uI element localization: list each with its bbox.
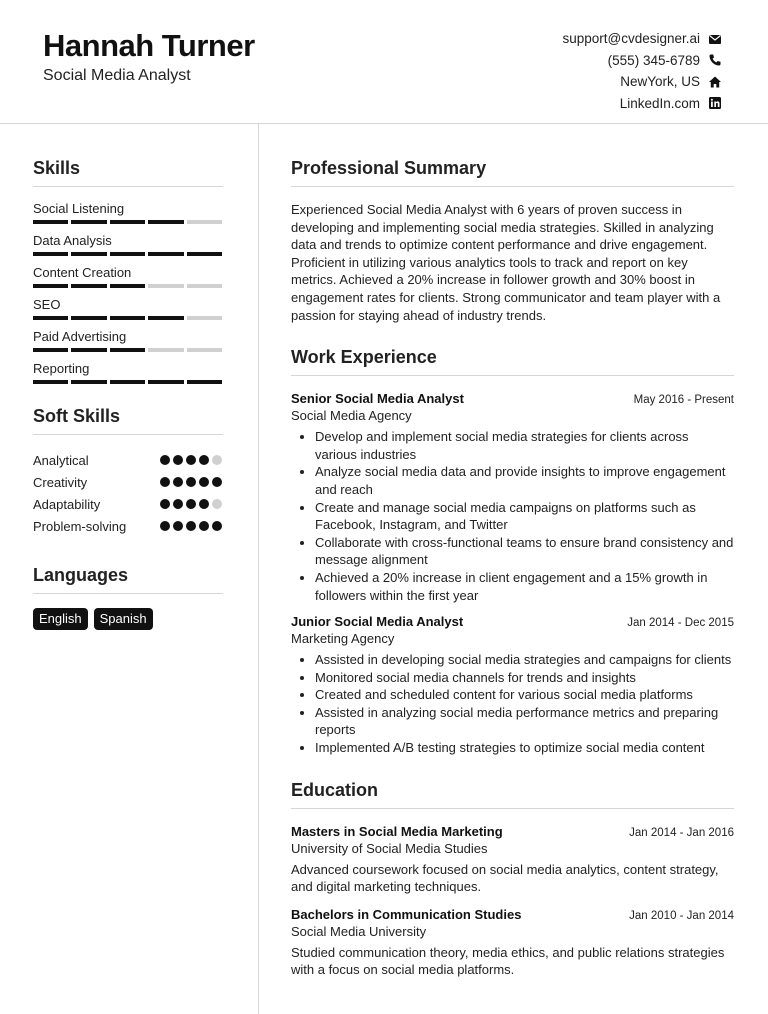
education-degree: Masters in Social Media Marketing <box>291 823 503 839</box>
rating-dot <box>186 477 196 487</box>
contact-phone-text[interactable]: (555) 345-6789 <box>607 52 700 68</box>
skill-level-segment <box>71 220 106 224</box>
summary-text: Experienced Social Media Analyst with 6 years of proven success in developing and implementing social media strategies. Skilled in analyzing data and trends to optimize content performance and drive engagement. Proficient in utilizing various analytics tools to track and report on key metrics. Achieved a 20% increase in follower growth and 30% boost in engagement rates for clients. Strong communicator and team player with a passion for staying ahead of industry trends. <box>291 202 721 323</box>
skill-level-segment <box>71 380 106 384</box>
education-date: Jan 2014 - Jan 2016 <box>629 826 734 839</box>
linkedin-icon <box>708 96 722 110</box>
skill-label: SEO <box>33 297 61 312</box>
skill-item <box>33 297 223 320</box>
job-bullet: • Create and manage social media campaigns on platforms such as Facebook, Instagram, and Twitter <box>315 499 734 534</box>
job-bullet: • Assisted in analyzing social media performance metrics and preparing reports <box>315 704 734 739</box>
language-tag: Spanish <box>94 608 153 630</box>
contact-email-text[interactable]: support@cvdesigner.ai <box>562 31 700 47</box>
skill-level-bar <box>33 220 222 224</box>
job-company: Social Media Agency <box>291 408 412 424</box>
skill-item <box>33 265 223 288</box>
languages-list <box>33 608 223 630</box>
skill-item <box>33 361 223 384</box>
contact-list <box>562 28 722 114</box>
rating-dot <box>173 477 183 487</box>
education-list <box>291 823 734 979</box>
rating-dot <box>160 499 170 509</box>
education-header <box>291 906 734 923</box>
soft-skill-item <box>33 493 223 515</box>
rating-dot <box>173 455 183 465</box>
rating-dot <box>160 477 170 487</box>
job-date: May 2016 - Present <box>633 394 734 407</box>
right-column <box>291 158 734 989</box>
skill-level-segment <box>71 316 106 320</box>
skill-level-segment <box>71 348 106 352</box>
contact-location <box>562 71 722 93</box>
jobs-list <box>291 390 734 757</box>
job-role: Senior Social Media Analyst <box>291 391 464 407</box>
education-header <box>291 823 734 840</box>
rating-dot <box>212 455 222 465</box>
skill-level-segment <box>148 252 183 256</box>
skill-level-segment <box>110 348 145 352</box>
envelope-icon <box>708 32 722 46</box>
rating-dot <box>199 521 209 531</box>
rating-dot <box>212 521 222 531</box>
contact-linkedin[interactable] <box>562 93 722 115</box>
soft-skill-rating <box>160 477 222 487</box>
skill-level-bar <box>33 252 222 256</box>
education-date: Jan 2010 - Jan 2014 <box>629 909 734 922</box>
skill-level-segment <box>110 252 145 256</box>
rating-dot <box>186 499 196 509</box>
skill-level-segment <box>71 252 106 256</box>
job-bullets <box>291 428 734 604</box>
job-bullet: • Created and scheduled content for various social media platforms <box>315 686 734 704</box>
job-bullet: • Analyze social media data and provide insights to improve engagement and reach <box>315 463 734 498</box>
candidate-title: Social Media Analyst <box>43 67 191 84</box>
job-bullets <box>291 651 734 757</box>
skill-item <box>33 329 223 352</box>
left-column <box>33 158 223 630</box>
job-bullet: • Assisted in developing social media strategies and campaigns for clients <box>315 651 734 669</box>
education-description: Studied communication theory, media ethics, and public relations strategies with a focus on social media platforms. <box>291 944 725 978</box>
rating-dot <box>160 521 170 531</box>
column-divider <box>258 124 259 1014</box>
soft-skill-rating <box>160 521 222 531</box>
rating-dot <box>199 499 209 509</box>
skill-level-segment <box>33 220 68 224</box>
contact-email[interactable] <box>562 28 722 50</box>
home-icon <box>708 75 722 89</box>
rating-dot <box>186 521 196 531</box>
languages-heading: Languages <box>33 565 223 594</box>
skill-level-bar <box>33 316 222 320</box>
soft-skill-label: Adaptability <box>33 496 101 512</box>
skill-level-segment <box>71 284 106 288</box>
skill-level-segment <box>148 348 183 352</box>
soft-skill-label: Analytical <box>33 452 89 468</box>
education-heading: Education <box>291 780 734 809</box>
soft-skill-rating <box>160 455 222 465</box>
skills-section <box>33 158 223 384</box>
skill-label: Data Analysis <box>33 233 112 248</box>
rating-dot <box>212 477 222 487</box>
job-bullet: • Collaborate with cross-functional teams to ensure brand consistency and message alignment <box>315 534 734 569</box>
skill-label: Reporting <box>33 361 90 376</box>
skill-level-segment <box>187 380 222 384</box>
education-entry <box>291 906 734 979</box>
skill-level-segment <box>33 348 68 352</box>
skill-level-segment <box>110 220 145 224</box>
language-tag: English <box>33 608 88 630</box>
job-role: Junior Social Media Analyst <box>291 614 464 630</box>
soft-skill-label: Problem-solving <box>33 518 127 534</box>
soft-skill-label: Creativity <box>33 474 88 490</box>
soft-skills-section <box>33 406 223 537</box>
skill-level-segment <box>187 284 222 288</box>
rating-dot <box>173 521 183 531</box>
education-entry <box>291 823 734 896</box>
skill-level-bar <box>33 348 222 352</box>
experience-section <box>291 347 734 757</box>
education-school: University of Social Media Studies <box>291 840 488 856</box>
job-bullet: • Achieved a 20% increase in client engagement and a 15% growth in followers within the first year <box>315 569 734 604</box>
skill-level-segment <box>33 316 68 320</box>
summary-heading: Professional Summary <box>291 158 734 187</box>
job-header <box>291 613 734 630</box>
soft-skill-rating <box>160 499 222 509</box>
skill-level-segment <box>148 316 183 320</box>
skill-label: Social Listening <box>33 201 125 216</box>
rating-dot <box>160 455 170 465</box>
soft-skill-item <box>33 515 223 537</box>
skill-level-segment <box>33 252 68 256</box>
skill-level-segment <box>33 380 68 384</box>
skill-level-segment <box>110 380 145 384</box>
skill-level-bar <box>33 380 222 384</box>
skill-level-segment <box>187 316 222 320</box>
skill-level-segment <box>33 284 68 288</box>
skills-heading: Skills <box>33 158 223 187</box>
skill-label: Paid Advertising <box>33 329 127 344</box>
contact-location-text: NewYork, US <box>620 74 700 90</box>
summary-section <box>291 158 734 324</box>
rating-dot <box>212 499 222 509</box>
job-bullet: • Develop and implement social media strategies for clients across various industries <box>315 428 734 463</box>
job-bullet: • Implemented A/B testing strategies to optimize social media content <box>315 739 734 757</box>
soft-skills-heading: Soft Skills <box>33 406 223 435</box>
soft-skill-item <box>33 449 223 471</box>
skill-level-segment <box>187 220 222 224</box>
contact-phone[interactable] <box>562 50 722 72</box>
resume-header <box>0 0 768 124</box>
experience-heading: Work Experience <box>291 347 734 376</box>
rating-dot <box>199 455 209 465</box>
skill-level-segment <box>110 316 145 320</box>
contact-linkedin-text[interactable]: LinkedIn.com <box>619 95 700 111</box>
job-header <box>291 390 734 407</box>
languages-section <box>33 565 223 630</box>
skill-level-segment <box>187 348 222 352</box>
phone-icon <box>708 53 722 67</box>
skill-level-segment <box>148 220 183 224</box>
education-school: Social Media University <box>291 923 427 939</box>
skill-level-bar <box>33 284 222 288</box>
job-entry <box>291 390 734 604</box>
skill-label: Content Creation <box>33 265 132 280</box>
skill-level-segment <box>148 284 183 288</box>
candidate-name: Hannah Turner <box>43 28 255 63</box>
job-company: Marketing Agency <box>291 631 395 647</box>
soft-skills-list <box>33 449 223 537</box>
rating-dot <box>186 455 196 465</box>
skill-level-segment <box>148 380 183 384</box>
rating-dot <box>173 499 183 509</box>
job-entry <box>291 613 734 757</box>
skill-level-segment <box>187 252 222 256</box>
education-description: Advanced coursework focused on social media analytics, content strategy, and digital marketing techniques. <box>291 861 719 895</box>
soft-skill-item <box>33 471 223 493</box>
skill-item <box>33 201 223 224</box>
education-degree: Bachelors in Communication Studies <box>291 906 522 922</box>
skills-list <box>33 201 223 384</box>
skill-item <box>33 233 223 256</box>
education-section <box>291 780 734 979</box>
job-date: Jan 2014 - Dec 2015 <box>627 617 734 630</box>
skill-level-segment <box>110 284 145 288</box>
job-bullet: • Monitored social media channels for trends and insights <box>315 669 734 687</box>
rating-dot <box>199 477 209 487</box>
